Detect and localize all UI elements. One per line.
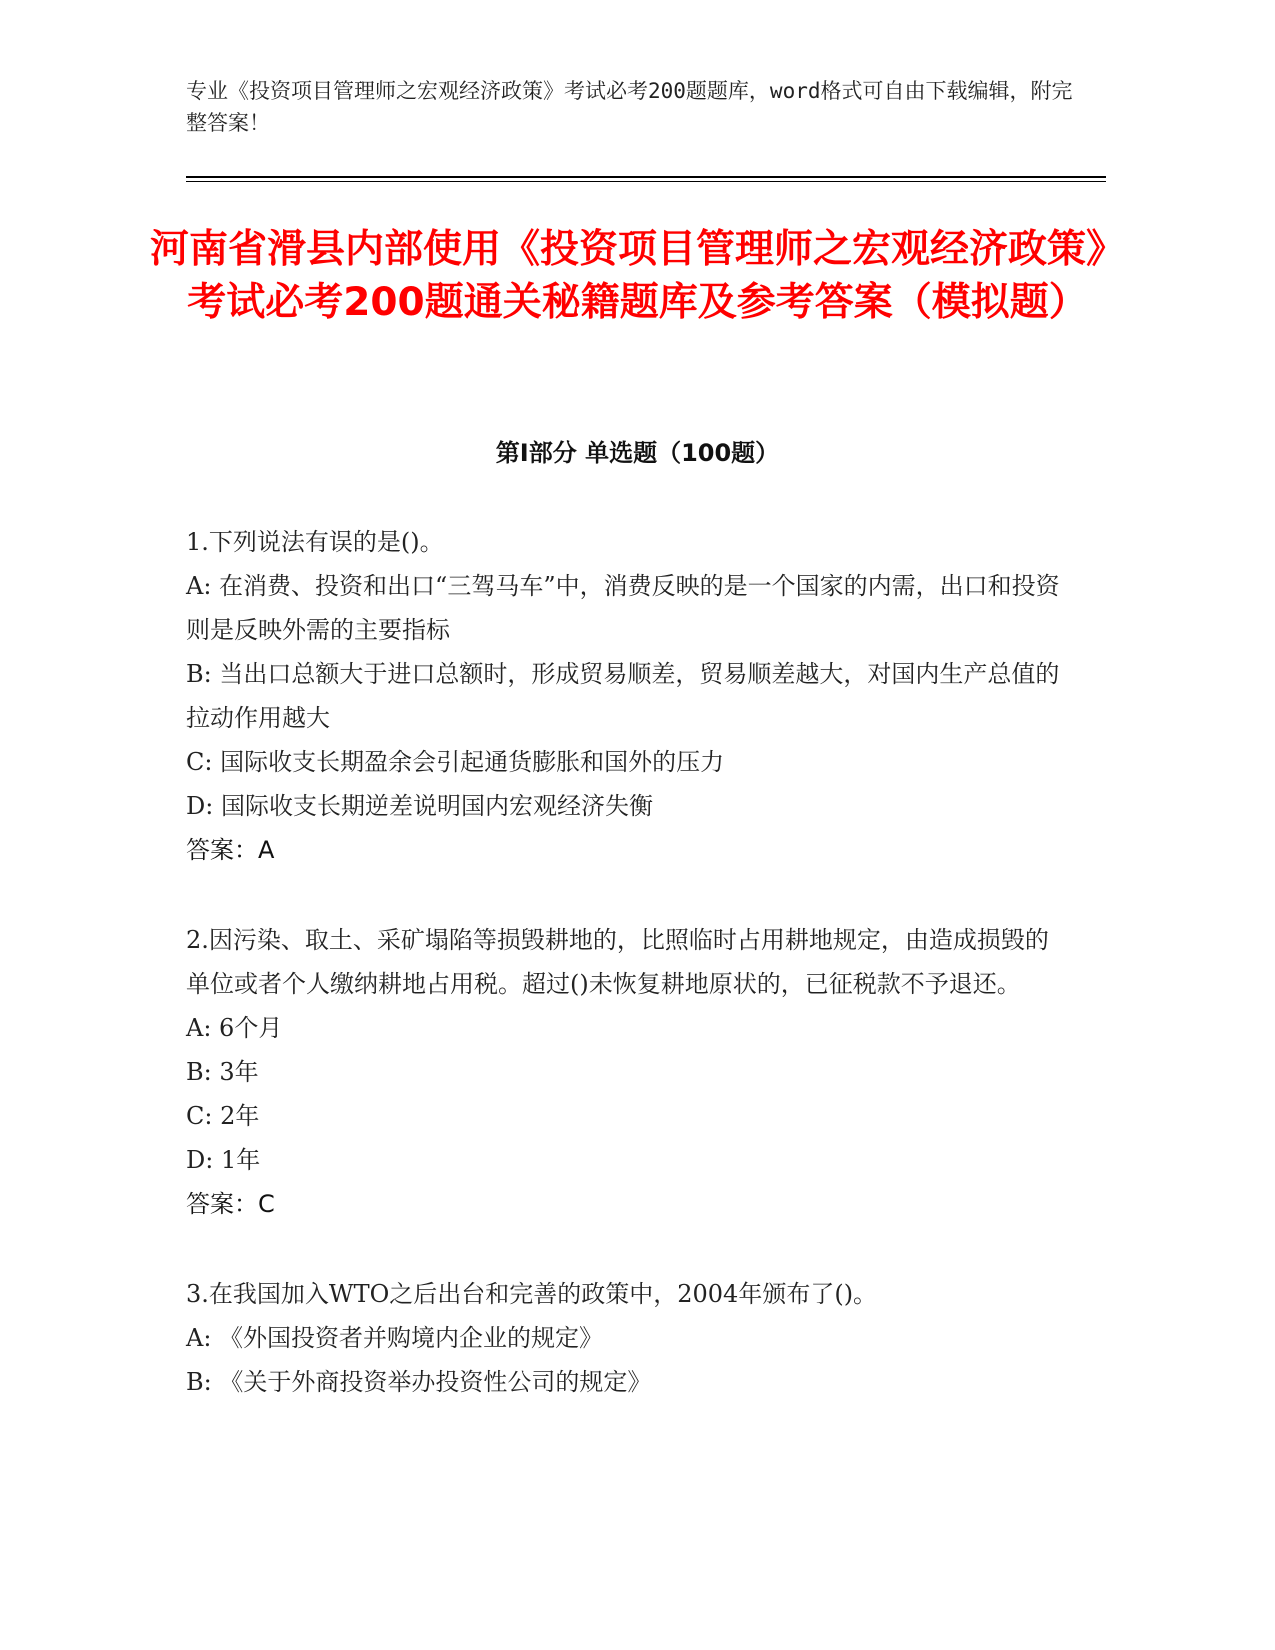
option-d: D: 1年 [186, 1146, 261, 1174]
option-b: B: 当出口总额大于进口总额时，形成贸易顺差，贸易顺差越大，对国内生产总值的拉动作用越大 [186, 660, 1060, 732]
option-a: A: 《外国投资者并购境内企业的规定》 [186, 1324, 604, 1352]
header-note: 专业《投资项目管理师之宏观经济政策》考试必考200题题库，word格式可自由下载编辑，附完整答案！ [186, 79, 1073, 135]
header-rule-thick [186, 176, 1106, 178]
section-title: 第I部分 单选题（100题） [495, 439, 780, 467]
question-list [186, 520, 1066, 1450]
question-stem: 1.下列说法有误的是()。 [186, 528, 444, 556]
option-b: B: 《关于外商投资举办投资性公司的规定》 [186, 1368, 652, 1396]
question-stem: 3.在我国加入WTO之后出台和完善的政策中，2004年颁布了()。 [186, 1280, 878, 1308]
document-title: 河南省滑县内部使用《投资项目管理师之宏观经济政策》考试必考200题通关秘籍题库及参考答案（模拟题） [150, 227, 1126, 325]
option-a: A: 6个月 [186, 1014, 283, 1042]
option-d: D: 国际收支长期逆差说明国内宏观经济失衡 [186, 792, 653, 820]
option-b: B: 3年 [186, 1058, 259, 1086]
question-1 [186, 520, 1066, 872]
answer: 答案：A [186, 836, 275, 864]
option-c: C: 2年 [186, 1102, 260, 1130]
option-c: C: 国际收支长期盈余会引起通货膨胀和国外的压力 [186, 748, 725, 776]
question-2 [186, 918, 1066, 1226]
question-3 [186, 1272, 1066, 1404]
question-stem: 2.因污染、取土、采矿塌陷等损毁耕地的，比照临时占用耕地规定，由造成损毁的单位或者个人缴纳耕地占用税。超过()未恢复耕地原状的，已征税款不予退还。 [186, 926, 1049, 998]
answer: 答案：C [186, 1190, 275, 1218]
header-rule-thin [186, 181, 1106, 182]
option-a: A: 在消费、投资和出口“三驾马车”中，消费反映的是一个国家的内需，出口和投资则是反映外需的主要指标 [186, 572, 1060, 644]
